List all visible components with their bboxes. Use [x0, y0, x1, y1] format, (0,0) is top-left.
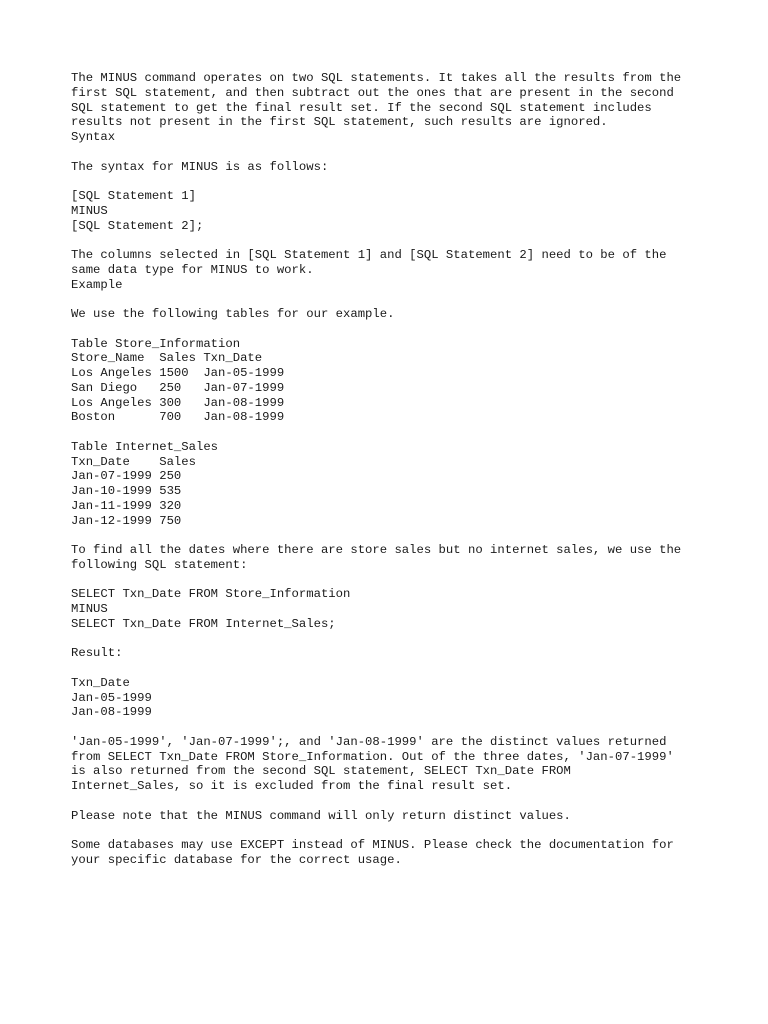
syntax-code-line: [SQL Statement 2]; — [71, 218, 204, 233]
distinct-note: Please note that the MINUS command will only return distinct values. — [71, 808, 571, 823]
explanation-line-3: is also returned from the second SQL statement, SELECT Txn_Date FROM — [71, 764, 571, 779]
internet-table-row: Jan-10-1999 535 — [71, 484, 182, 498]
except-note-line-2: your specific database for the correct usage. — [71, 852, 402, 867]
blank-line — [71, 528, 711, 543]
blank-line — [71, 174, 711, 189]
query-code-line: SELECT Txn_Date FROM Internet_Sales; — [71, 616, 336, 631]
internet-table-row: Jan-07-1999 250 — [71, 469, 182, 484]
example-intro: We use the following tables for our example. — [71, 307, 395, 321]
explanation-line-4: Internet_Sales, so it is excluded from the final result set. — [71, 779, 513, 793]
blank-line — [71, 823, 711, 838]
query-code-line: SELECT Txn_Date FROM Store_Information — [71, 587, 351, 602]
internet-table-header: Txn_Date Sales — [71, 454, 196, 469]
blank-line — [71, 233, 711, 248]
syntax-code-line: MINUS — [71, 203, 108, 218]
blank-line — [71, 632, 711, 647]
intro-line-1: The MINUS command operates on two SQL statements. It takes all the results from the — [71, 71, 682, 85]
blank-line — [71, 794, 711, 809]
internet-table-row: Jan-12-1999 750 — [71, 513, 182, 528]
syntax-heading: Syntax — [71, 130, 116, 144]
except-note-line-1: Some databases may use EXCEPT instead of MINUS. Please check the documentation for — [71, 838, 674, 852]
blank-line — [71, 322, 711, 337]
query-code-line: MINUS — [71, 602, 108, 616]
blank-line — [71, 661, 711, 676]
store-table-header: Store_Name Sales Txn_Date — [71, 351, 263, 366]
explanation-line-2: from SELECT Txn_Date FROM Store_Information. Out of the three dates, 'Jan-07-1999' — [71, 749, 674, 764]
result-table-row: Jan-05-1999 — [71, 690, 152, 705]
blank-line — [71, 425, 711, 440]
syntax-code-line: [SQL Statement 1] — [71, 189, 196, 203]
store-table-row: Los Angeles 1500 Jan-05-1999 — [71, 366, 285, 380]
result-table-header: Txn_Date — [71, 675, 130, 690]
query-intro-line-1: To find all the dates where there are store sales but no internet sales, we use the — [71, 543, 682, 557]
syntax-intro: The syntax for MINUS is as follows: — [71, 159, 329, 174]
columns-note-line-1: The columns selected in [SQL Statement 1] and [SQL Statement 2] need to be of the — [71, 248, 667, 262]
blank-line — [71, 720, 711, 735]
query-intro-line-2: following SQL statement: — [71, 557, 248, 572]
blank-line — [71, 292, 711, 307]
result-table-row: Jan-08-1999 — [71, 705, 152, 720]
example-heading: Example — [71, 277, 123, 292]
store-table-row: San Diego 250 Jan-07-1999 — [71, 380, 285, 395]
document-body — [71, 71, 711, 868]
store-table-row: Los Angeles 300 Jan-08-1999 — [71, 395, 285, 410]
internet-table-row: Jan-11-1999 320 — [71, 498, 182, 513]
internet-table-title: Table Internet_Sales — [71, 439, 219, 454]
blank-line — [71, 145, 711, 160]
intro-line-4: results not present in the first SQL statement, such results are ignored. — [71, 115, 608, 130]
blank-line — [71, 573, 711, 588]
intro-line-3: SQL statement to get the final result set. If the second SQL statement includes — [71, 100, 652, 115]
columns-note-line-2: same data type for MINUS to work. — [71, 262, 314, 277]
explanation-line-1: 'Jan-05-1999', 'Jan-07-1999';, and 'Jan-08-1999' are the distinct values returned — [71, 734, 667, 749]
store-table-row: Boston 700 Jan-08-1999 — [71, 410, 285, 425]
result-heading: Result: — [71, 646, 123, 661]
store-table-title: Table Store_Information — [71, 336, 241, 351]
intro-line-2: first SQL statement, and then subtract out the ones that are present in the second — [71, 85, 674, 100]
